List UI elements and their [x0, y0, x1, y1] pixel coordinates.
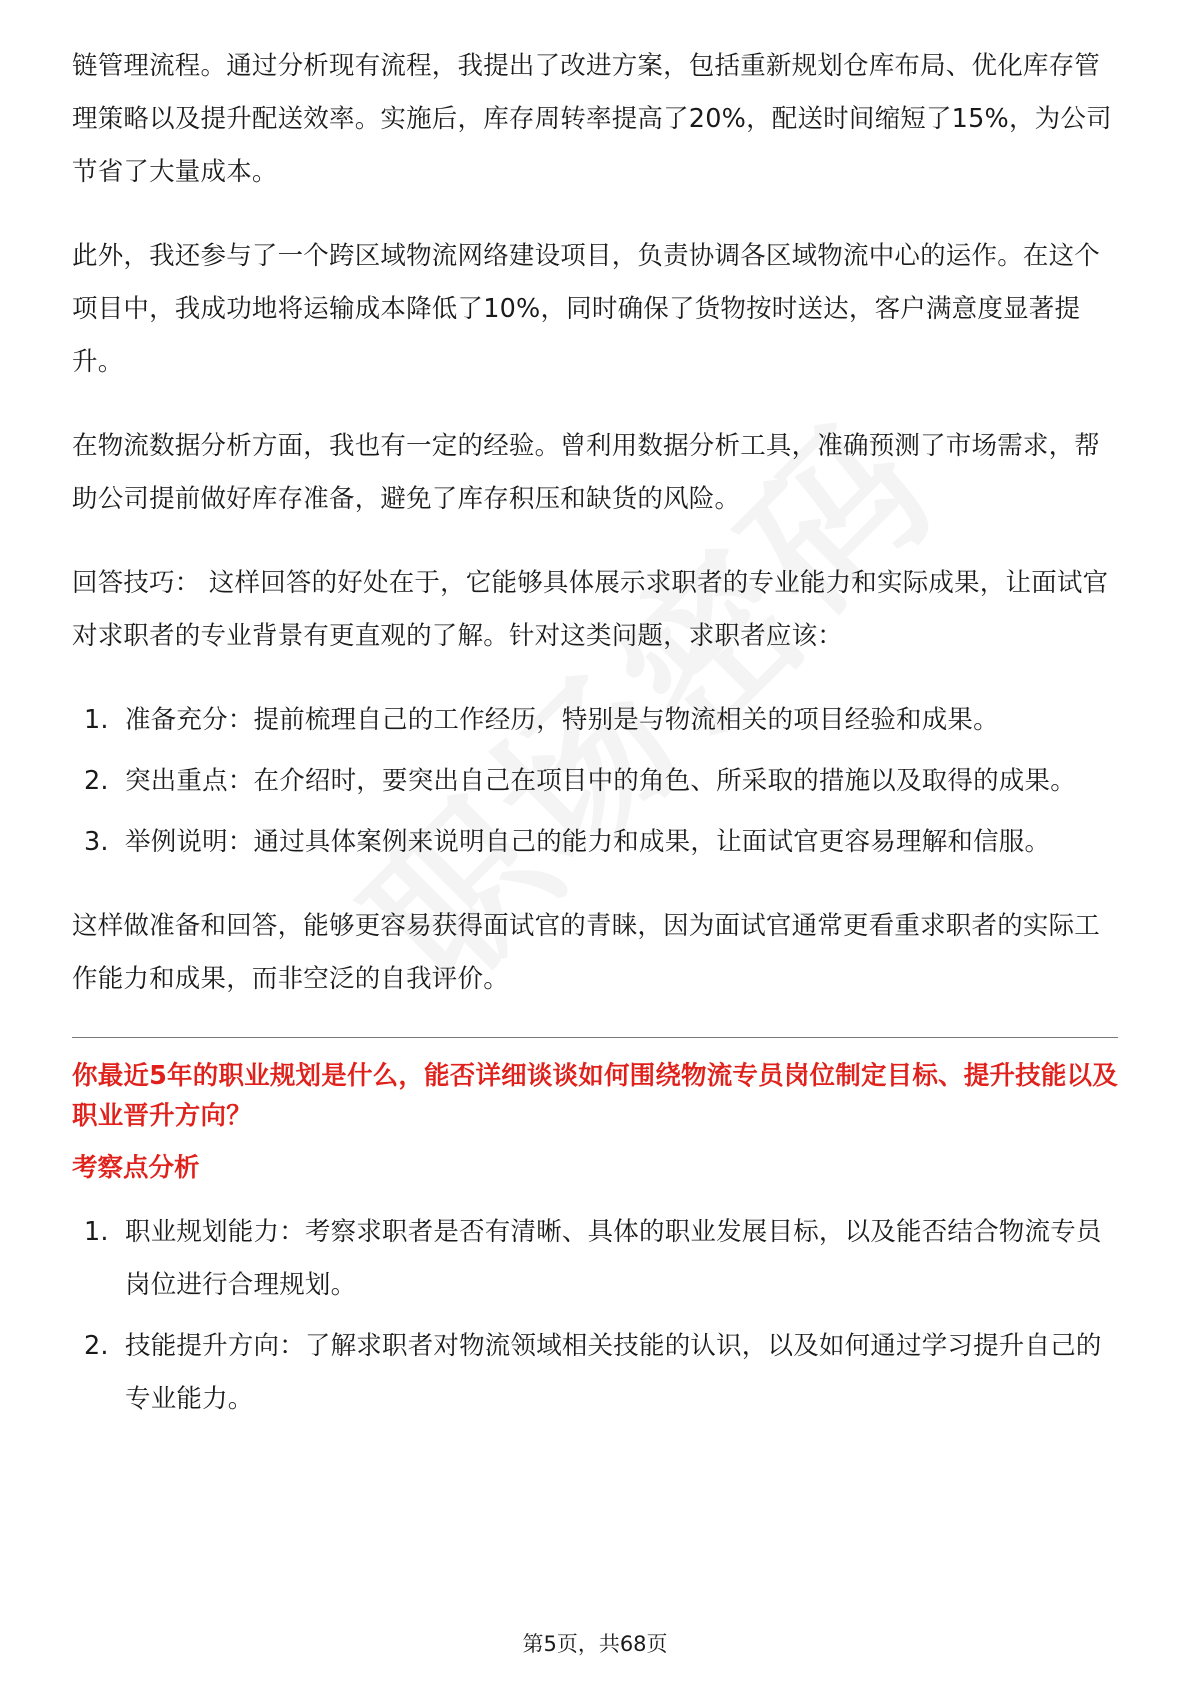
paragraph-data-analysis: 在物流数据分析方面，我也有一定的经验。曾利用数据分析工具，准确预测了市场需求，帮助公司提前做好库存准备，避免了库存积压和缺货的风险。 — [72, 431, 1101, 514]
list-number: 2. — [84, 1331, 109, 1361]
list-number: 3. — [84, 827, 109, 857]
list-item-text: 举例说明：通过具体案例来说明自己的能力和成果，让面试官更容易理解和信服。 — [125, 827, 1051, 857]
question-title: 你最近5年的职业规划是什么，能否详细谈谈如何围绕物流专员岗位制定目标、提升技能以及职业晋升方向？ — [72, 1061, 1118, 1131]
analysis-heading: 考察点分析 — [72, 1153, 200, 1183]
list-item — [72, 1206, 1118, 1312]
paragraph-network-project: 此外，我还参与了一个跨区域物流网络建设项目，负责协调各区域物流中心的运作。在这个项目中，我成功地将运输成本降低了10%，同时确保了货物按时送达，客户满意度显著提升。 — [72, 241, 1101, 377]
page-footer: 第5页，共68页 — [522, 1632, 668, 1656]
tips-list — [72, 694, 1118, 869]
paragraph-process-improvement: 链管理流程。通过分析现有流程，我提出了改进方案，包括重新规划仓库布局、优化库存管理策略以及提升配送效率。实施后，库存周转率提高了20%，配送时间缩短了15%，为公司节省了大量成本。 — [72, 51, 1112, 187]
list-item-text: 突出重点：在介绍时，要突出自己在项目中的角色、所采取的措施以及取得的成果。 — [125, 766, 1076, 796]
list-item — [72, 816, 1118, 869]
section-divider — [72, 1037, 1118, 1038]
document-body — [72, 40, 1118, 1457]
list-item-text: 职业规划能力：考察求职者是否有清晰、具体的职业发展目标，以及能否结合物流专员岗位进行合理规划。 — [125, 1217, 1102, 1300]
list-number: 2. — [84, 766, 109, 796]
paragraph-closing: 这样做准备和回答，能够更容易获得面试官的青睐，因为面试官通常更看重求职者的实际工作能力和成果，而非空泛的自我评价。 — [72, 911, 1101, 994]
list-number: 1. — [84, 1217, 109, 1247]
list-number: 1. — [84, 705, 109, 735]
list-item — [72, 694, 1118, 747]
analysis-points-list — [72, 1206, 1118, 1426]
list-item-text: 准备充分：提前梳理自己的工作经历，特别是与物流相关的项目经验和成果。 — [125, 705, 999, 735]
list-item — [72, 755, 1118, 808]
paragraph-answer-tips: 回答技巧： 这样回答的好处在于，它能够具体展示求职者的专业能力和实际成果，让面试官对求职者的专业背景有更直观的了解。针对这类问题，求职者应该： — [72, 568, 1109, 651]
list-item-text: 技能提升方向：了解求职者对物流领域相关技能的认识，以及如何通过学习提升自己的专业能力。 — [125, 1331, 1102, 1414]
list-item — [72, 1320, 1118, 1426]
